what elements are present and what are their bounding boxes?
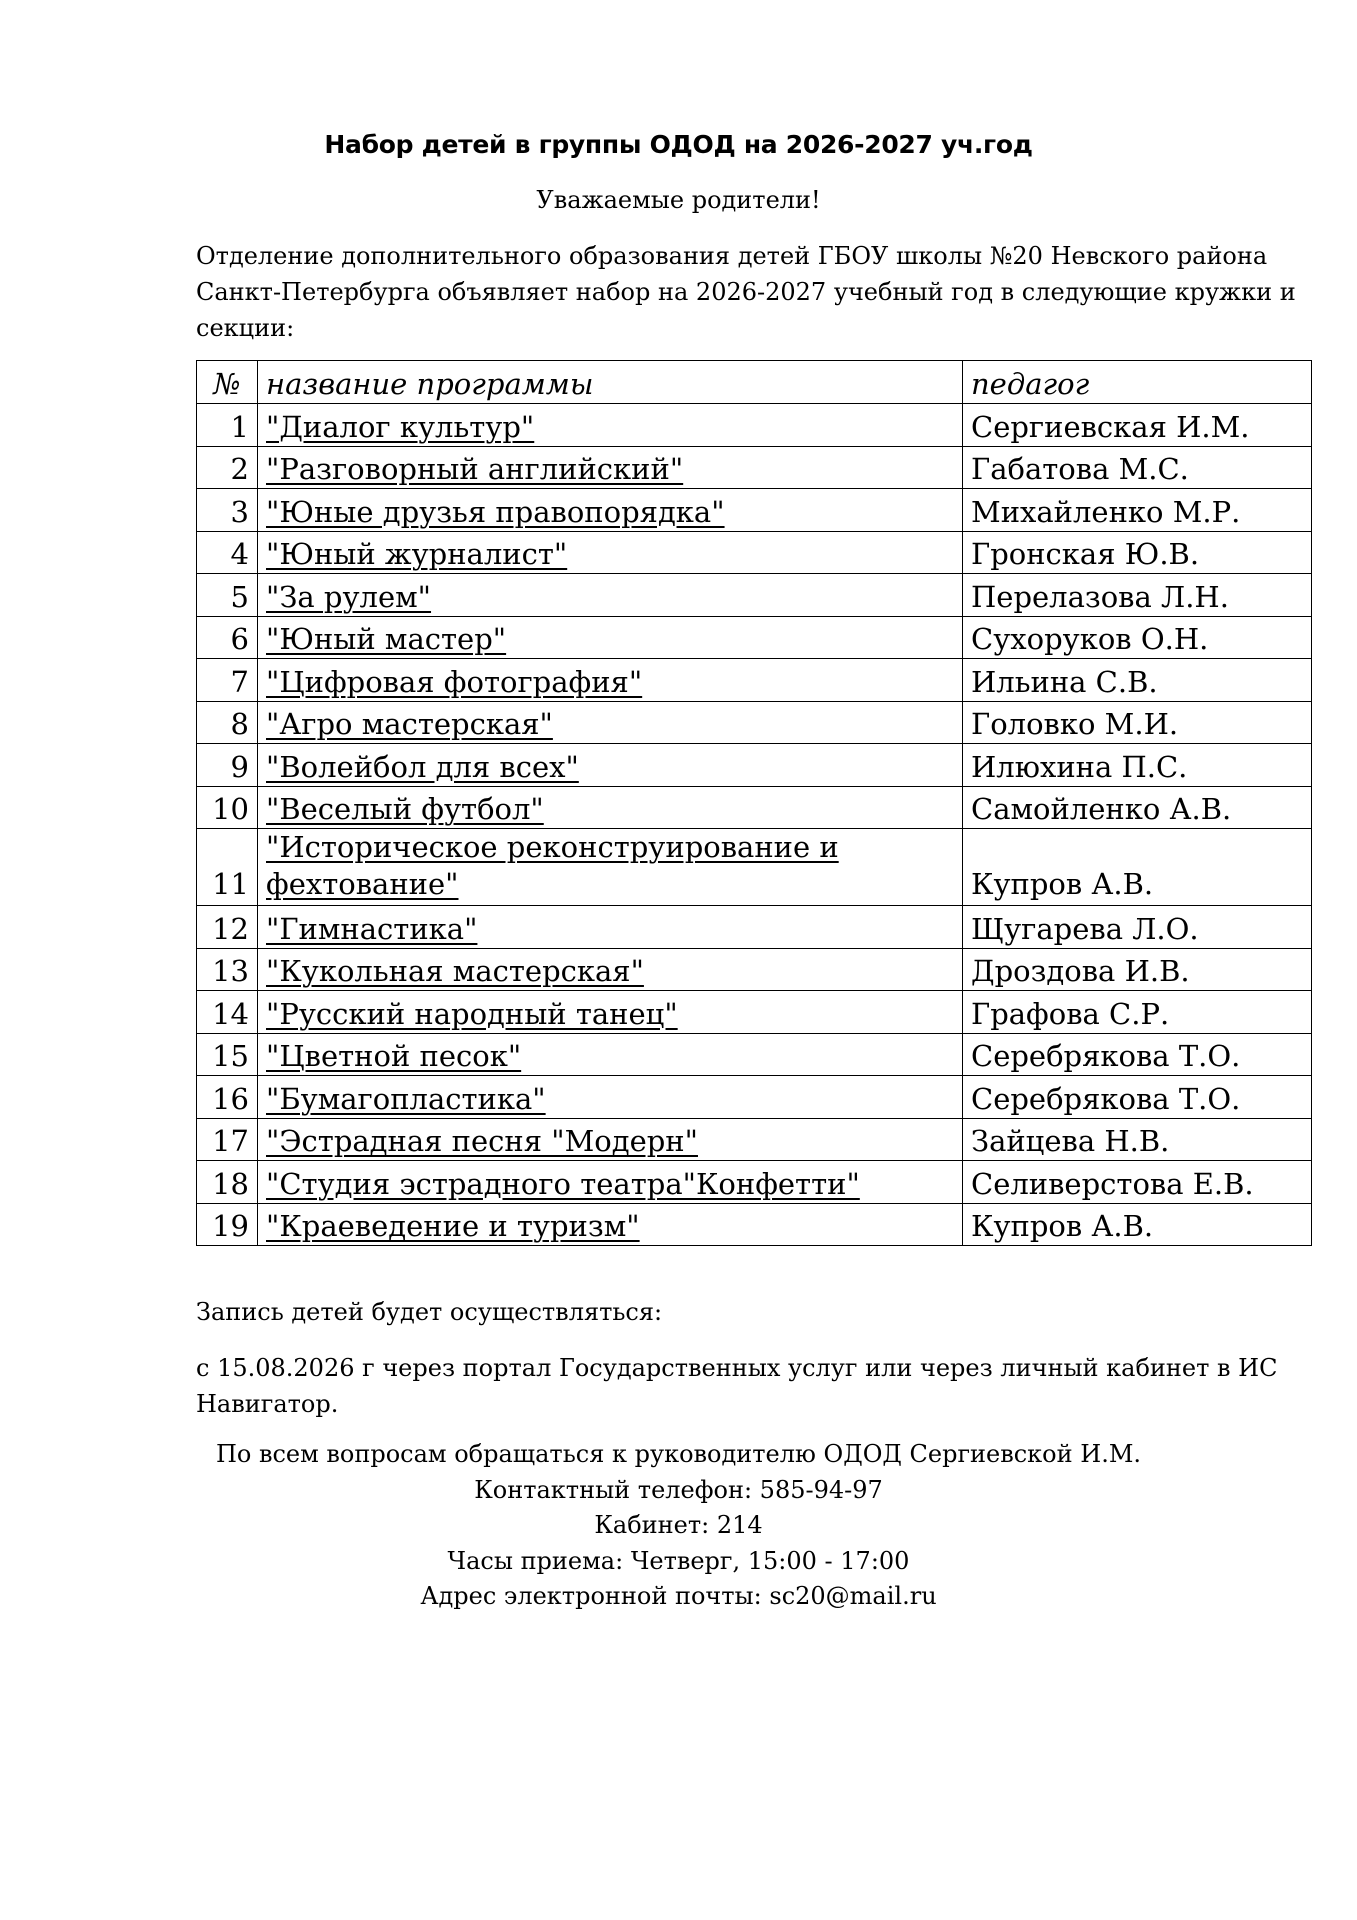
teacher-cell: Графова С.Р. xyxy=(963,991,1312,1034)
program-cell xyxy=(258,404,963,447)
table-row xyxy=(197,446,1312,489)
program-link[interactable]: "Разговорный английский" xyxy=(266,452,684,486)
table-row xyxy=(197,1161,1312,1204)
row-number: 13 xyxy=(197,948,258,991)
teacher-cell: Селиверстова Е.В. xyxy=(963,1161,1312,1204)
program-link[interactable]: "Агро мастерская" xyxy=(266,707,553,741)
teacher-cell: Сухоруков О.Н. xyxy=(963,616,1312,659)
program-cell xyxy=(258,829,963,906)
program-link[interactable]: "За рулем" xyxy=(266,579,432,614)
table-row xyxy=(197,1203,1312,1246)
teacher-cell: Зайцева Н.В. xyxy=(963,1118,1312,1161)
table-row xyxy=(197,1118,1312,1161)
teacher-cell: Михайленко М.Р. xyxy=(963,489,1312,532)
greeting: Уважаемые родители! xyxy=(536,186,821,214)
program-cell xyxy=(258,786,963,829)
signup-title: Запись детей будет осуществляться: xyxy=(196,1298,663,1326)
table-row xyxy=(197,991,1312,1034)
program-cell xyxy=(258,616,963,659)
table-row xyxy=(197,701,1312,744)
table-row xyxy=(197,404,1312,447)
row-number: 11 xyxy=(197,829,258,906)
row-number: 18 xyxy=(197,1161,258,1204)
program-cell xyxy=(258,1118,963,1161)
row-number: 10 xyxy=(197,786,258,829)
program-cell xyxy=(258,701,963,744)
program-link[interactable]: "Гимнастика" xyxy=(266,911,478,946)
program-link[interactable]: "Веселый футбол" xyxy=(266,792,544,826)
teacher-cell: Купров А.В. xyxy=(963,1203,1312,1246)
row-number: 9 xyxy=(197,744,258,787)
row-number: 2 xyxy=(197,446,258,489)
contact-room: Кабинет: 214 xyxy=(594,1511,763,1539)
row-number: 16 xyxy=(197,1076,258,1119)
program-link[interactable]: "Волейбол для всех" xyxy=(266,749,579,784)
teacher-cell: Серебрякова Т.О. xyxy=(963,1033,1312,1076)
teacher-cell: Сергиевская И.М. xyxy=(963,404,1312,447)
program-link[interactable]: "Студия эстрадного театра"Конфетти" xyxy=(266,1166,860,1201)
document-title: Набор детей в группы ОДОД на 2026-2027 уч.год xyxy=(324,130,1033,159)
table-row xyxy=(197,744,1312,787)
row-number: 17 xyxy=(197,1118,258,1161)
program-cell xyxy=(258,446,963,489)
program-link[interactable]: "Бумагопластика" xyxy=(266,1081,546,1116)
table-row xyxy=(197,829,1312,906)
teacher-cell: Перелазова Л.Н. xyxy=(963,574,1312,617)
program-cell xyxy=(258,1161,963,1204)
table-row xyxy=(197,531,1312,574)
teacher-cell: Самойленко А.В. xyxy=(963,786,1312,829)
program-link[interactable]: "Кукольная мастерская" xyxy=(266,954,644,988)
table-row xyxy=(197,574,1312,617)
row-number: 12 xyxy=(197,906,258,949)
table-row xyxy=(197,948,1312,991)
row-number: 3 xyxy=(197,489,258,532)
program-link[interactable]: "Цветной песок" xyxy=(266,1039,522,1073)
table-row xyxy=(197,616,1312,659)
program-cell xyxy=(258,948,963,991)
program-link[interactable]: "Цифровая фотография" xyxy=(266,664,643,699)
program-cell xyxy=(258,489,963,532)
programs-table xyxy=(196,360,1312,1246)
program-link[interactable]: "Историческое реконструирование и фехтование" xyxy=(266,830,839,901)
contact-hours: Часы приема: Четверг, 15:00 - 17:00 xyxy=(447,1546,910,1575)
teacher-cell: Гронская Ю.В. xyxy=(963,531,1312,574)
program-cell xyxy=(258,1076,963,1119)
program-link[interactable]: "Юные друзья правопорядка" xyxy=(266,494,725,529)
teacher-cell: Дроздова И.В. xyxy=(963,948,1312,991)
teacher-cell: Габатова М.С. xyxy=(963,446,1312,489)
contacts-block xyxy=(0,1437,1357,1615)
program-link[interactable]: "Юный журналист" xyxy=(266,537,568,571)
program-link[interactable]: "Эстрадная песня "Модерн" xyxy=(266,1124,698,1158)
row-number: 1 xyxy=(197,404,258,447)
row-number: 7 xyxy=(197,659,258,702)
program-cell xyxy=(258,906,963,949)
contact-phone: Контактный телефон: 585-94-97 xyxy=(474,1475,883,1504)
signup-text: с 15.08.2026 г через портал Государственных услуг или через личный кабинет в ИС Навигатор. xyxy=(196,1354,1278,1418)
teacher-cell: Илюхина П.С. xyxy=(963,744,1312,787)
table-header-row xyxy=(197,361,1312,404)
table-row xyxy=(197,1033,1312,1076)
teacher-cell: Головко М.И. xyxy=(963,701,1312,744)
row-number: 15 xyxy=(197,1033,258,1076)
program-cell xyxy=(258,744,963,787)
table-row xyxy=(197,489,1312,532)
intro-paragraph: Отделение дополнительного образования детей ГБОУ школы №20 Невского района Санкт-Петербурга объявляет набор на 2026-2027 учебный год в следующие кружки и секции: xyxy=(196,242,1296,342)
program-cell xyxy=(258,574,963,617)
program-link[interactable]: "Диалог культур" xyxy=(266,409,535,444)
table-row xyxy=(197,906,1312,949)
row-number: 5 xyxy=(197,574,258,617)
teacher-cell: Купров А.В. xyxy=(963,829,1312,906)
program-link[interactable]: "Русский народный танец" xyxy=(266,996,678,1031)
program-link[interactable]: "Краеведение и туризм" xyxy=(266,1209,640,1243)
teacher-cell: Щугарева Л.О. xyxy=(963,906,1312,949)
program-cell xyxy=(258,531,963,574)
contact-email: Адрес электронной почты: sc20@mail.ru xyxy=(420,1582,937,1610)
row-number: 14 xyxy=(197,991,258,1034)
table-row xyxy=(197,659,1312,702)
program-link[interactable]: "Юный мастер" xyxy=(266,622,507,656)
program-cell xyxy=(258,659,963,702)
table-row xyxy=(197,1076,1312,1119)
row-number: 8 xyxy=(197,701,258,744)
program-cell xyxy=(258,1203,963,1246)
header-program: название программы xyxy=(258,361,963,404)
row-number: 4 xyxy=(197,531,258,574)
teacher-cell: Серебрякова Т.О. xyxy=(963,1076,1312,1119)
table-row xyxy=(197,786,1312,829)
row-number: 19 xyxy=(197,1203,258,1246)
row-number: 6 xyxy=(197,616,258,659)
program-cell xyxy=(258,991,963,1034)
program-cell xyxy=(258,1033,963,1076)
contacts-line: По всем вопросам обращаться к руководителю ОДОД Сергиевской И.М. xyxy=(215,1440,1142,1468)
header-teacher: педагог xyxy=(963,361,1312,404)
teacher-cell: Ильина С.В. xyxy=(963,659,1312,702)
header-num: № xyxy=(197,361,258,404)
